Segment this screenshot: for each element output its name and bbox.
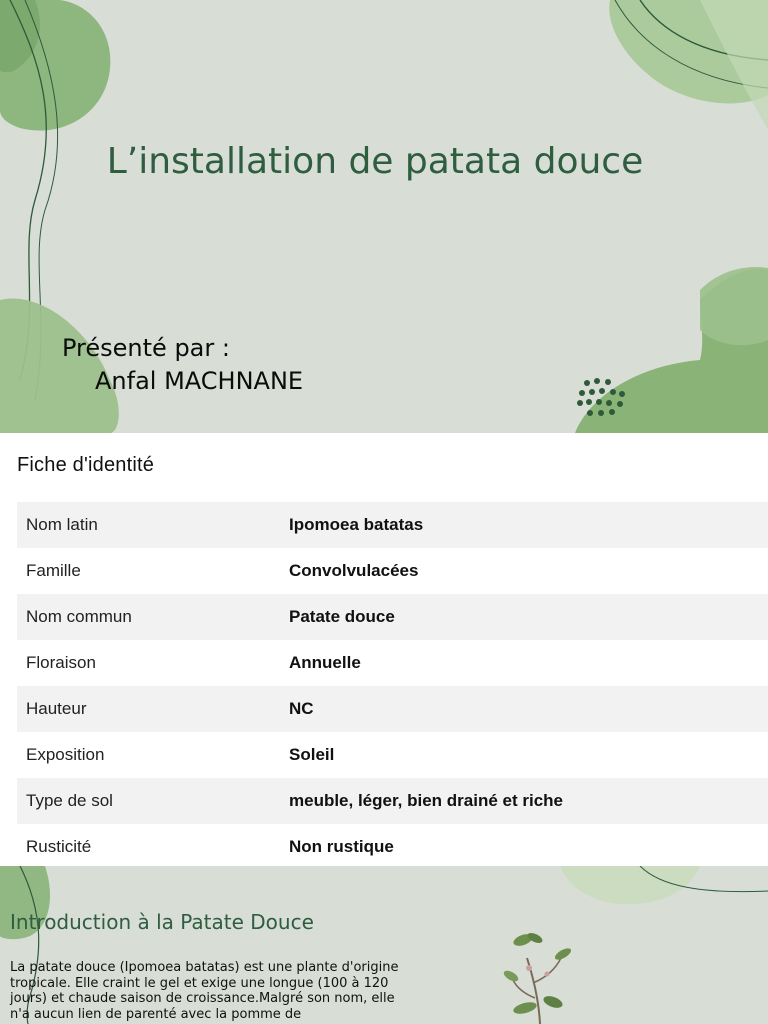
introduction-text: La patate douce (Ipomoea batatas) est une plante d'origine tropicale. Elle craint le gel et exige une longue (100 à 120 jours) et chaude saison de croissance.Malgré son nom, elle n'a aucun lien de parenté avec la pomme de xyxy=(10,960,399,1022)
table-row xyxy=(17,824,768,866)
row-value: Soleil xyxy=(289,745,335,764)
identity-table xyxy=(17,502,768,866)
table-row xyxy=(17,640,768,686)
row-value: Convolvulacées xyxy=(289,561,419,580)
row-value: Patate douce xyxy=(289,607,395,626)
row-value: Ipomoea batatas xyxy=(289,515,424,534)
identity-sheet-title: Fiche d'identité xyxy=(17,454,155,476)
presenter-label: Présenté par : xyxy=(62,334,230,362)
table-row xyxy=(17,686,768,732)
table-row xyxy=(17,594,768,640)
row-label: Type de sol xyxy=(26,791,113,810)
row-label: Exposition xyxy=(26,745,105,764)
row-label: Floraison xyxy=(26,653,96,672)
row-label: Famille xyxy=(26,561,81,580)
table-row xyxy=(17,502,768,548)
introduction-slide xyxy=(0,866,768,1024)
row-label: Hauteur xyxy=(26,699,87,718)
row-label: Nom commun xyxy=(26,607,132,626)
row-value: Non rustique xyxy=(289,837,394,856)
table-row xyxy=(17,778,768,824)
row-label: Nom latin xyxy=(26,515,98,534)
dot-cluster-decoration xyxy=(575,375,630,425)
row-value: NC xyxy=(289,699,314,718)
row-value: Annuelle xyxy=(289,653,361,672)
table-row xyxy=(17,548,768,594)
presenter-block xyxy=(62,332,303,398)
row-value: meuble, léger, bien drainé et riche xyxy=(289,791,563,810)
introduction-title: Introduction à la Patate Douce xyxy=(10,910,314,934)
identity-sheet-slide xyxy=(0,433,768,866)
slide-title: L’installation de patata douce xyxy=(106,141,644,182)
plant-illustration xyxy=(495,928,585,1024)
title-slide xyxy=(0,0,768,433)
presenter-name: Anfal MACHNANE xyxy=(95,367,304,395)
table-row xyxy=(17,732,768,778)
row-label: Rusticité xyxy=(26,837,92,856)
